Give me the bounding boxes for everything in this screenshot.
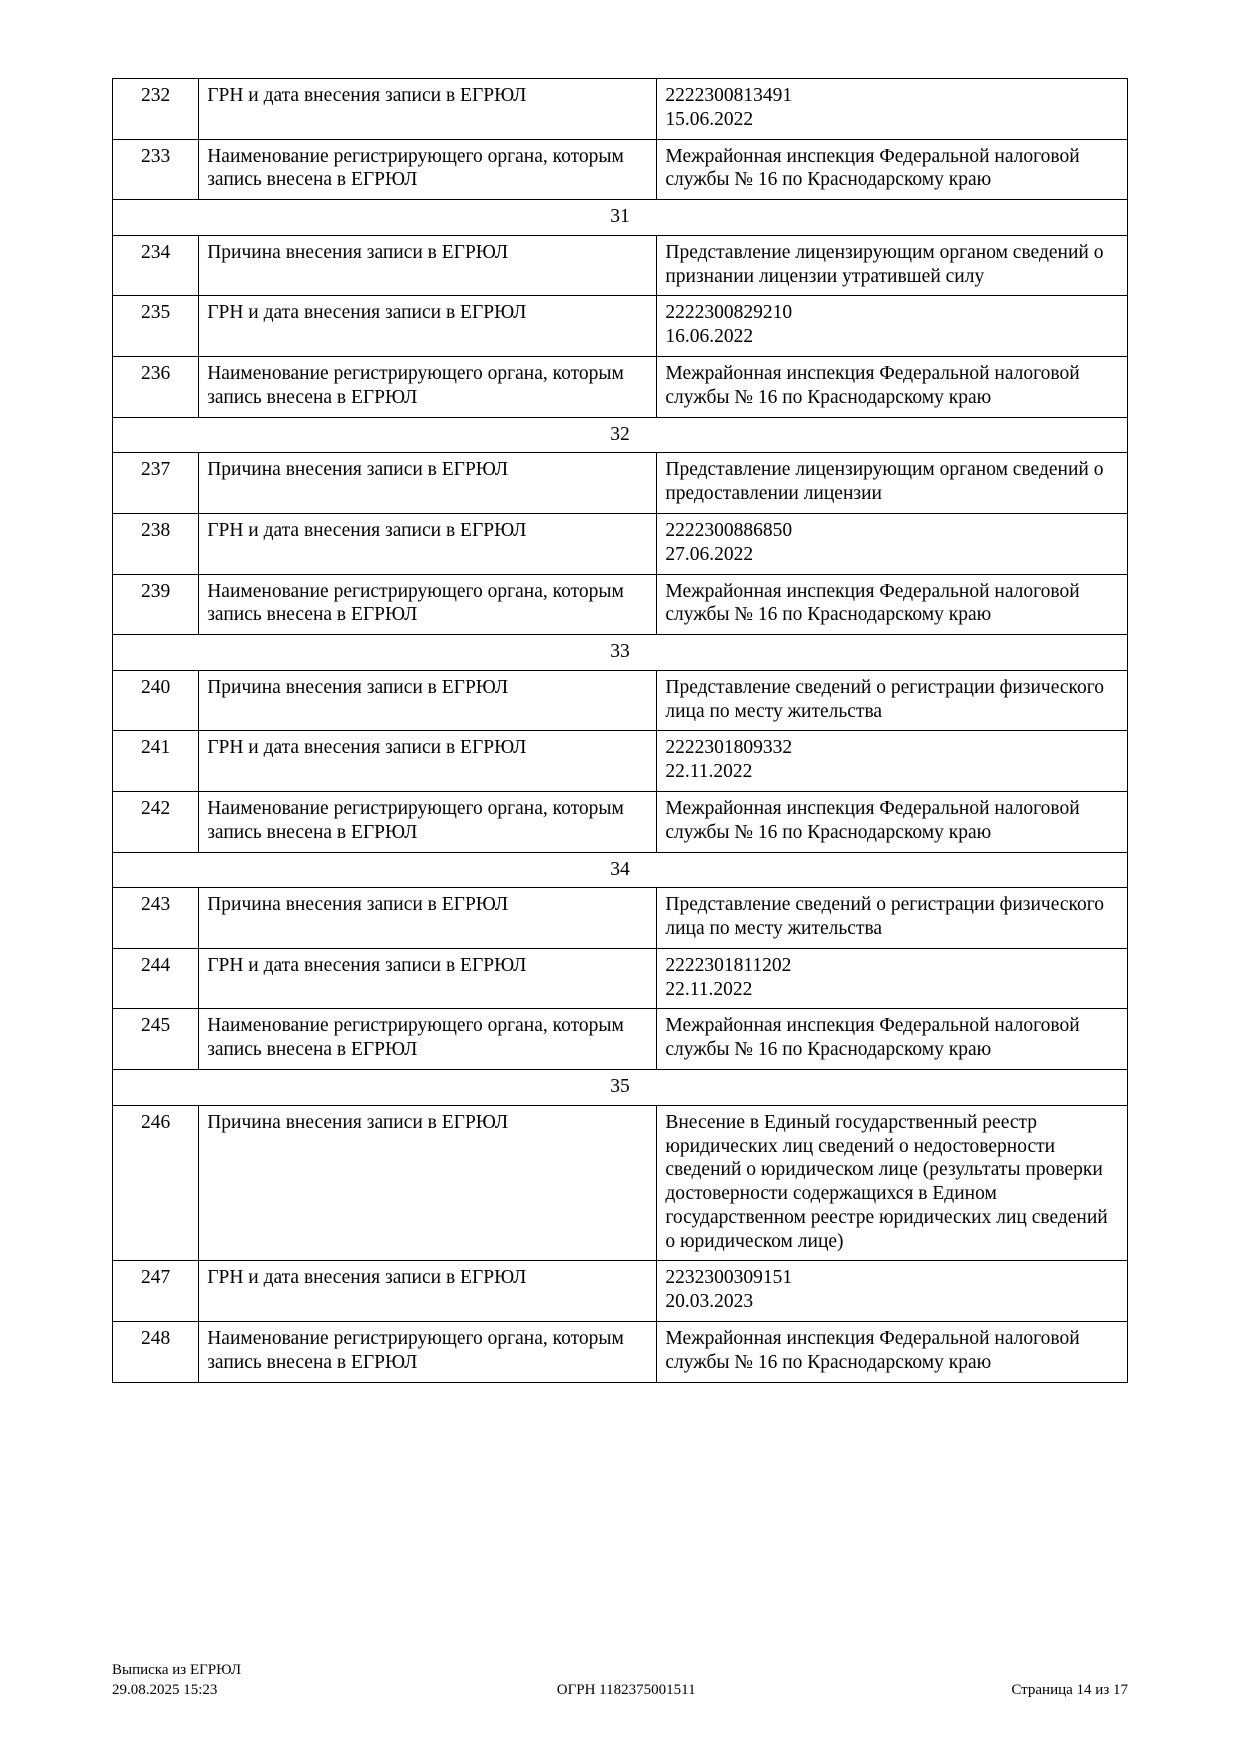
row-value bbox=[657, 731, 1128, 792]
footer-row bbox=[112, 1661, 1128, 1700]
row-value: Представление лицензирующим органом сведений о признании лицензии утратившей силу bbox=[657, 235, 1128, 296]
row-number: 237 bbox=[113, 453, 199, 514]
row-value: Межрайонная инспекция Федеральной налоговой службы № 16 по Краснодарскому краю bbox=[657, 1009, 1128, 1070]
row-label: Наименование регистрирующего органа, которым запись внесена в ЕГРЮЛ bbox=[199, 574, 657, 635]
table-row bbox=[113, 357, 1128, 418]
row-label: Наименование регистрирующего органа, которым запись внесена в ЕГРЮЛ bbox=[199, 791, 657, 852]
row-value: Межрайонная инспекция Федеральной налоговой службы № 16 по Краснодарскому краю bbox=[657, 791, 1128, 852]
row-value-line: 2222300813491 bbox=[665, 85, 793, 106]
row-label: ГРН и дата внесения записи в ЕГРЮЛ bbox=[199, 948, 657, 1009]
section-header-row bbox=[113, 852, 1128, 888]
section-header-row bbox=[113, 1070, 1128, 1106]
section-title: 33 bbox=[113, 635, 1128, 671]
egrul-table-body bbox=[113, 79, 1128, 1383]
row-number: 248 bbox=[113, 1322, 199, 1383]
row-value: Внесение в Единый государственный реестр юридических лиц сведений о недостоверности сведений о юридическом лице (результаты проверки достоверности содержащихся в Едином государственном реестре юридических лиц сведений о юридическом лице) bbox=[657, 1105, 1128, 1261]
section-title: 35 bbox=[113, 1070, 1128, 1106]
section-title: 31 bbox=[113, 200, 1128, 236]
footer-timestamp: 29.08.2025 15:23 bbox=[112, 1681, 218, 1698]
section-header-row bbox=[113, 635, 1128, 671]
table-row bbox=[113, 888, 1128, 949]
row-label: Причина внесения записи в ЕГРЮЛ bbox=[199, 235, 657, 296]
row-number: 234 bbox=[113, 235, 199, 296]
row-label: ГРН и дата внесения записи в ЕГРЮЛ bbox=[199, 513, 657, 574]
table-row bbox=[113, 1261, 1128, 1322]
table-row bbox=[113, 948, 1128, 1009]
row-number: 243 bbox=[113, 888, 199, 949]
row-value bbox=[657, 1261, 1128, 1322]
row-number: 244 bbox=[113, 948, 199, 1009]
row-value: Представление сведений о регистрации физического лица по месту жительства bbox=[657, 670, 1128, 731]
row-number: 242 bbox=[113, 791, 199, 852]
row-value-line: 2232300309151 bbox=[665, 1267, 793, 1289]
row-value-line: 2222301809332 bbox=[665, 737, 793, 759]
row-value bbox=[657, 296, 1128, 357]
row-value-line: 16.06.2022 bbox=[665, 326, 754, 348]
row-label: ГРН и дата внесения записи в ЕГРЮЛ bbox=[199, 731, 657, 792]
row-value-line: 2222300886850 bbox=[665, 519, 793, 541]
table-row bbox=[113, 79, 1128, 140]
row-number: 245 bbox=[113, 1009, 199, 1070]
row-number: 236 bbox=[113, 357, 199, 418]
row-number: 233 bbox=[113, 139, 199, 200]
row-value-line: 15.06.2022 bbox=[665, 108, 754, 130]
section-title: 34 bbox=[113, 852, 1128, 888]
row-label: Наименование регистрирующего органа, которым запись внесена в ЕГРЮЛ bbox=[199, 1009, 657, 1070]
footer-ogrn: ОГРН 1182375001511 bbox=[556, 1681, 696, 1698]
row-value bbox=[657, 948, 1128, 1009]
table-row bbox=[113, 791, 1128, 852]
section-header-row bbox=[113, 200, 1128, 236]
table-row bbox=[113, 235, 1128, 296]
row-label: Наименование регистрирующего органа, которым запись внесена в ЕГРЮЛ bbox=[199, 139, 657, 200]
egrul-records-table bbox=[112, 78, 1128, 1383]
row-label: Причина внесения записи в ЕГРЮЛ bbox=[199, 1105, 657, 1261]
row-value bbox=[657, 513, 1128, 574]
row-label: ГРН и дата внесения записи в ЕГРЮЛ bbox=[199, 1261, 657, 1322]
row-label: Наименование регистрирующего органа, которым запись внесена в ЕГРЮЛ bbox=[199, 357, 657, 418]
row-value-line: 22.11.2022 bbox=[665, 978, 753, 1000]
table-row bbox=[113, 1322, 1128, 1383]
table-row bbox=[113, 296, 1128, 357]
table-row bbox=[113, 1105, 1128, 1261]
row-value-line: 20.03.2023 bbox=[665, 1291, 754, 1313]
row-value: Представление лицензирующим органом сведений о предоставлении лицензии bbox=[657, 453, 1128, 514]
row-label: Причина внесения записи в ЕГРЮЛ bbox=[199, 453, 657, 514]
row-number: 232 bbox=[113, 79, 199, 140]
footer-left bbox=[112, 1661, 241, 1700]
row-label: Наименование регистрирующего органа, которым запись внесена в ЕГРЮЛ bbox=[199, 1322, 657, 1383]
table-row bbox=[113, 731, 1128, 792]
table-row bbox=[113, 1009, 1128, 1070]
row-value: Межрайонная инспекция Федеральной налоговой службы № 16 по Краснодарскому краю bbox=[657, 357, 1128, 418]
row-number: 246 bbox=[113, 1105, 199, 1261]
row-value-line: 22.11.2022 bbox=[665, 761, 753, 783]
section-header-row bbox=[113, 417, 1128, 453]
row-value: Представление сведений о регистрации физического лица по месту жительства bbox=[657, 888, 1128, 949]
row-number: 247 bbox=[113, 1261, 199, 1322]
table-row bbox=[113, 574, 1128, 635]
row-value: Межрайонная инспекция Федеральной налоговой службы № 16 по Краснодарскому краю bbox=[657, 574, 1128, 635]
section-title: 32 bbox=[113, 417, 1128, 453]
row-value-line: 27.06.2022 bbox=[665, 543, 754, 565]
row-label: Причина внесения записи в ЕГРЮЛ bbox=[199, 670, 657, 731]
row-number: 241 bbox=[113, 731, 199, 792]
table-row bbox=[113, 453, 1128, 514]
row-number: 240 bbox=[113, 670, 199, 731]
row-value bbox=[657, 79, 1128, 140]
row-label: Причина внесения записи в ЕГРЮЛ bbox=[199, 888, 657, 949]
row-label: ГРН и дата внесения записи в ЕГРЮЛ bbox=[199, 296, 657, 357]
row-value-line: 2222300829210 bbox=[665, 302, 793, 324]
row-label: ГРН и дата внесения записи в ЕГРЮЛ bbox=[199, 79, 657, 140]
row-number: 239 bbox=[113, 574, 199, 635]
row-value: Межрайонная инспекция Федеральной налоговой службы № 16 по Краснодарскому краю bbox=[657, 1322, 1128, 1383]
row-number: 238 bbox=[113, 513, 199, 574]
row-number: 235 bbox=[113, 296, 199, 357]
footer-page-number: Страница 14 из 17 bbox=[1011, 1681, 1128, 1698]
table-row bbox=[113, 670, 1128, 731]
table-row bbox=[113, 513, 1128, 574]
row-value: Межрайонная инспекция Федеральной налоговой службы № 16 по Краснодарскому краю bbox=[657, 139, 1128, 200]
row-value-line: 2222301811202 bbox=[665, 954, 792, 976]
table-row bbox=[113, 139, 1128, 200]
footer-doc-title: Выписка из ЕГРЮЛ bbox=[112, 1662, 241, 1678]
page-footer bbox=[112, 1661, 1128, 1700]
